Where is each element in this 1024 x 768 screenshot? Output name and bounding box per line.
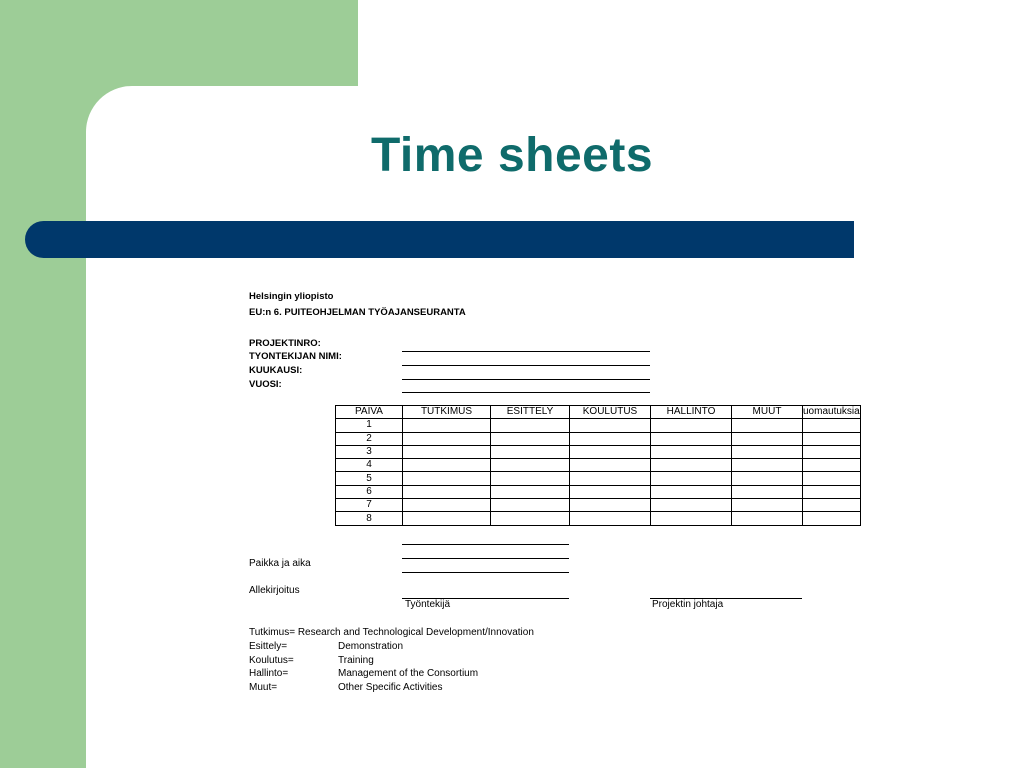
cell bbox=[732, 445, 803, 458]
cell bbox=[803, 499, 861, 512]
day-number: 8 bbox=[336, 512, 403, 525]
cell bbox=[491, 419, 570, 432]
cell bbox=[403, 459, 491, 472]
cell bbox=[651, 445, 732, 458]
legend-training-desc: Training bbox=[338, 655, 374, 666]
field-line-year bbox=[402, 392, 650, 393]
cell bbox=[803, 445, 861, 458]
table-row bbox=[336, 485, 861, 498]
university-name: Helsingin yliopisto bbox=[249, 291, 334, 302]
cell bbox=[732, 485, 803, 498]
cell bbox=[403, 512, 491, 525]
column-header-management: HALLINTO bbox=[651, 406, 732, 419]
column-header-day: PAIVA bbox=[336, 406, 403, 419]
field-label-year: VUOSI: bbox=[249, 379, 282, 390]
field-label-project-number: PROJEKTINRO: bbox=[249, 338, 321, 349]
cell bbox=[732, 432, 803, 445]
legend-research-desc: Research and Technological Development/Innovation bbox=[297, 627, 534, 638]
legend-training-term: Koulutus= bbox=[249, 655, 294, 666]
cell bbox=[732, 419, 803, 432]
column-header-research: TUTKIMUS bbox=[403, 406, 491, 419]
cell bbox=[732, 512, 803, 525]
cell bbox=[491, 499, 570, 512]
cell bbox=[403, 485, 491, 498]
cell bbox=[651, 499, 732, 512]
cell bbox=[403, 445, 491, 458]
cell bbox=[732, 499, 803, 512]
cell bbox=[491, 432, 570, 445]
legend-management-desc: Management of the Consortium bbox=[338, 668, 479, 679]
legend-other-desc: Other Specific Activities bbox=[338, 682, 443, 693]
table-row bbox=[336, 499, 861, 512]
cell bbox=[570, 445, 651, 458]
table-row bbox=[336, 512, 861, 525]
cell bbox=[803, 432, 861, 445]
field-line-month bbox=[402, 379, 650, 380]
cell bbox=[651, 485, 732, 498]
cell bbox=[732, 459, 803, 472]
column-header-demonstration: ESITTELY bbox=[491, 406, 570, 419]
signature-label: Allekirjoitus bbox=[249, 585, 300, 596]
legend-demonstration-desc: Demonstration bbox=[338, 641, 404, 652]
cell bbox=[651, 459, 732, 472]
project-lead-label: Projektin johtaja bbox=[652, 599, 724, 610]
table-row bbox=[336, 432, 861, 445]
day-number: 3 bbox=[336, 445, 403, 458]
cell bbox=[570, 512, 651, 525]
cell bbox=[803, 472, 861, 485]
cell bbox=[803, 485, 861, 498]
cell bbox=[491, 445, 570, 458]
column-header-other: MUUT bbox=[732, 406, 803, 419]
place-line-3 bbox=[402, 572, 569, 573]
field-line-project-number bbox=[402, 351, 650, 352]
cell bbox=[803, 459, 861, 472]
day-number: 4 bbox=[336, 459, 403, 472]
place-time-label: Paikka ja aika bbox=[249, 558, 311, 569]
cell bbox=[491, 472, 570, 485]
cell bbox=[403, 472, 491, 485]
cell bbox=[403, 499, 491, 512]
timesheet-table bbox=[335, 405, 861, 526]
place-line-2 bbox=[402, 558, 569, 559]
legend-research-term: Tutkimus= Research and Technological Development/Innovation bbox=[249, 627, 534, 638]
cell bbox=[651, 419, 732, 432]
day-number: 1 bbox=[336, 419, 403, 432]
table-row bbox=[336, 472, 861, 485]
slide-title: Time sheets bbox=[370, 129, 654, 182]
cell bbox=[491, 512, 570, 525]
legend-other-term: Muut= bbox=[249, 682, 278, 693]
cell bbox=[651, 512, 732, 525]
day-number: 6 bbox=[336, 485, 403, 498]
field-label-month: KUUKAUSI: bbox=[249, 365, 303, 376]
cell bbox=[491, 459, 570, 472]
column-header-remarks: uomautuksia bbox=[803, 406, 860, 417]
table-row bbox=[336, 445, 861, 458]
table-row bbox=[336, 459, 861, 472]
program-title: EU:n 6. PUITEOHJELMAN TYÖAJANSEURANTA bbox=[249, 307, 466, 318]
cell bbox=[651, 432, 732, 445]
cell bbox=[570, 485, 651, 498]
cell bbox=[570, 472, 651, 485]
legend-management-term: Hallinto= bbox=[249, 668, 289, 679]
cell bbox=[732, 472, 803, 485]
cell bbox=[570, 419, 651, 432]
cell bbox=[570, 432, 651, 445]
place-line-1 bbox=[402, 544, 569, 545]
cell bbox=[651, 472, 732, 485]
field-label-employee-name: TYONTEKIJAN NIMI: bbox=[249, 351, 342, 362]
day-number: 7 bbox=[336, 499, 403, 512]
cell bbox=[403, 419, 491, 432]
day-number: 5 bbox=[336, 472, 403, 485]
cell bbox=[803, 419, 861, 432]
column-header-training: KOULUTUS bbox=[570, 406, 651, 419]
employee-label: Työntekijä bbox=[405, 599, 451, 610]
cell bbox=[803, 512, 861, 525]
field-line-employee-name bbox=[402, 365, 650, 366]
table-row bbox=[336, 419, 861, 432]
day-number: 2 bbox=[336, 432, 403, 445]
legend-demonstration-term: Esittely= bbox=[249, 641, 288, 652]
table-header-row bbox=[336, 406, 861, 419]
cell bbox=[570, 499, 651, 512]
cell bbox=[570, 459, 651, 472]
cell bbox=[491, 485, 570, 498]
cell bbox=[403, 432, 491, 445]
